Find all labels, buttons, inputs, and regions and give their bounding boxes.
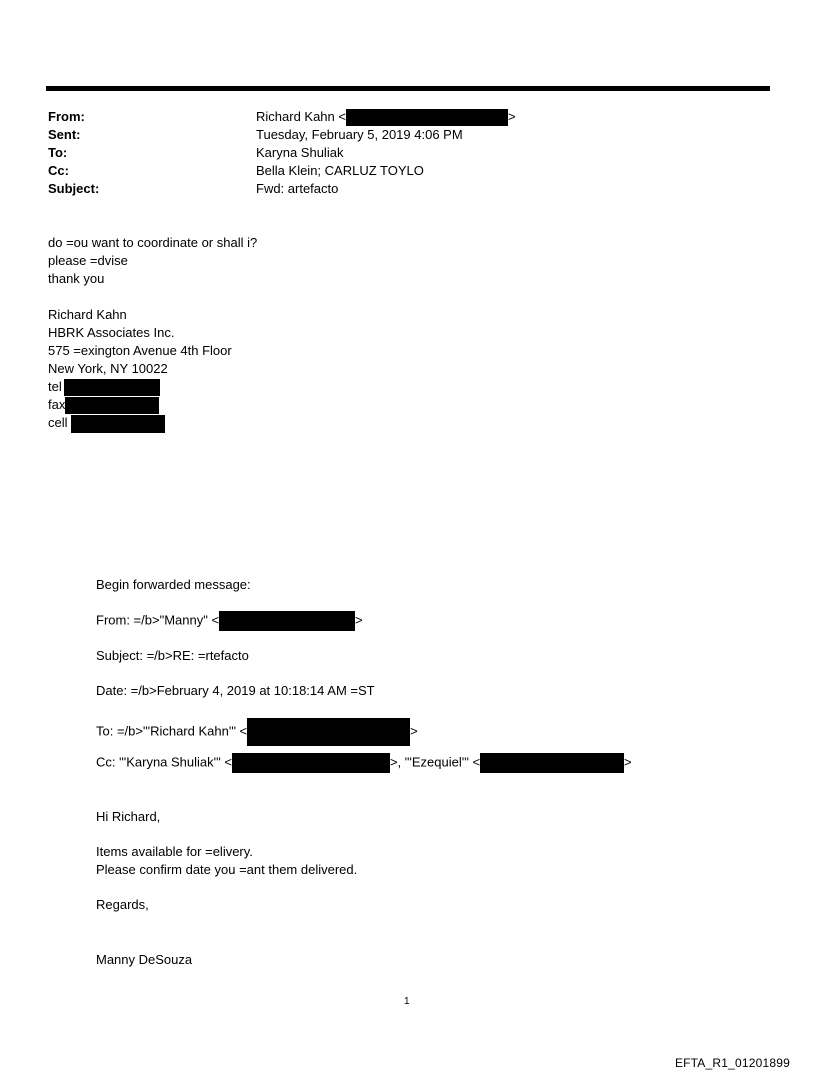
tel-label: tel <box>48 379 62 394</box>
signature-tel <box>48 378 160 396</box>
redaction-box <box>64 379 160 396</box>
redaction-box <box>346 109 508 126</box>
page-number: 1 <box>404 996 410 1007</box>
forward-from-tail: > <box>355 612 363 628</box>
signature-company: HBRK Associates Inc. <box>48 325 175 340</box>
to-label: To: <box>48 145 68 160</box>
body-line: please =dvise <box>48 253 128 268</box>
cc-value: Bella Klein; CARLUZ TOYLO <box>256 163 424 178</box>
from-tail: > <box>507 109 516 124</box>
forward-date: Date: =/b>February 4, 2019 at 10:18:14 AM =ST <box>96 683 375 698</box>
forward-signoff: Manny DeSouza <box>96 952 193 967</box>
forward-cc-text: Cc: "'Karyna Shuliak'" < <box>96 754 232 770</box>
forward-from <box>96 611 363 631</box>
sent-value: Tuesday, February 5, 2019 4:06 PM <box>256 127 463 142</box>
fax-label: fax <box>48 397 66 412</box>
sent-label: Sent: <box>48 127 81 142</box>
redaction-box <box>219 611 355 631</box>
forward-intro: Begin forwarded message: <box>96 577 251 592</box>
from-name: Richard Kahn < <box>256 109 346 124</box>
forward-greeting: Hi Richard, <box>96 809 161 824</box>
signature-fax <box>48 396 159 414</box>
redaction-box <box>480 753 624 773</box>
redaction-box <box>247 718 410 746</box>
subject-label: Subject: <box>48 181 100 196</box>
forward-cc <box>96 753 632 773</box>
cc-label: Cc: <box>48 163 69 178</box>
signature-cell <box>48 414 165 433</box>
to-value: Karyna Shuliak <box>256 145 344 160</box>
body-line: thank you <box>48 271 105 286</box>
subject-value: Fwd: artefacto <box>256 181 339 196</box>
signature-name: Richard Kahn <box>48 307 127 322</box>
redaction-box <box>71 415 165 433</box>
forward-message-line: Items available for =elivery. <box>96 844 253 859</box>
signature-address: New York, NY 10022 <box>48 361 168 376</box>
bates-number: EFTA_R1_01201899 <box>674 1056 790 1070</box>
cell-label: cell <box>48 415 68 430</box>
forward-to-text: To: =/b>"'Richard Kahn'" < <box>96 723 248 739</box>
forward-cc-mid: >, "'Ezequiel'" < <box>389 754 481 770</box>
forward-subject: Subject: =/b>RE: =rtefacto <box>96 648 249 663</box>
from-label: From: <box>48 109 85 124</box>
header-rule <box>46 86 770 91</box>
forward-from-text: From: =/b>"Manny" < <box>96 612 220 628</box>
from-value <box>256 108 516 126</box>
forward-to <box>96 718 418 746</box>
redaction-box <box>65 397 159 414</box>
signature-address: 575 =exington Avenue 4th Floor <box>48 343 232 358</box>
body-line: do =ou want to coordinate or shall i? <box>48 235 258 250</box>
forward-message-line: Please confirm date you =ant them delivered. <box>96 862 358 877</box>
forward-to-tail: > <box>410 723 418 739</box>
forward-cc-tail: > <box>624 754 632 770</box>
redaction-box <box>232 753 390 773</box>
forward-regards: Regards, <box>96 897 149 912</box>
